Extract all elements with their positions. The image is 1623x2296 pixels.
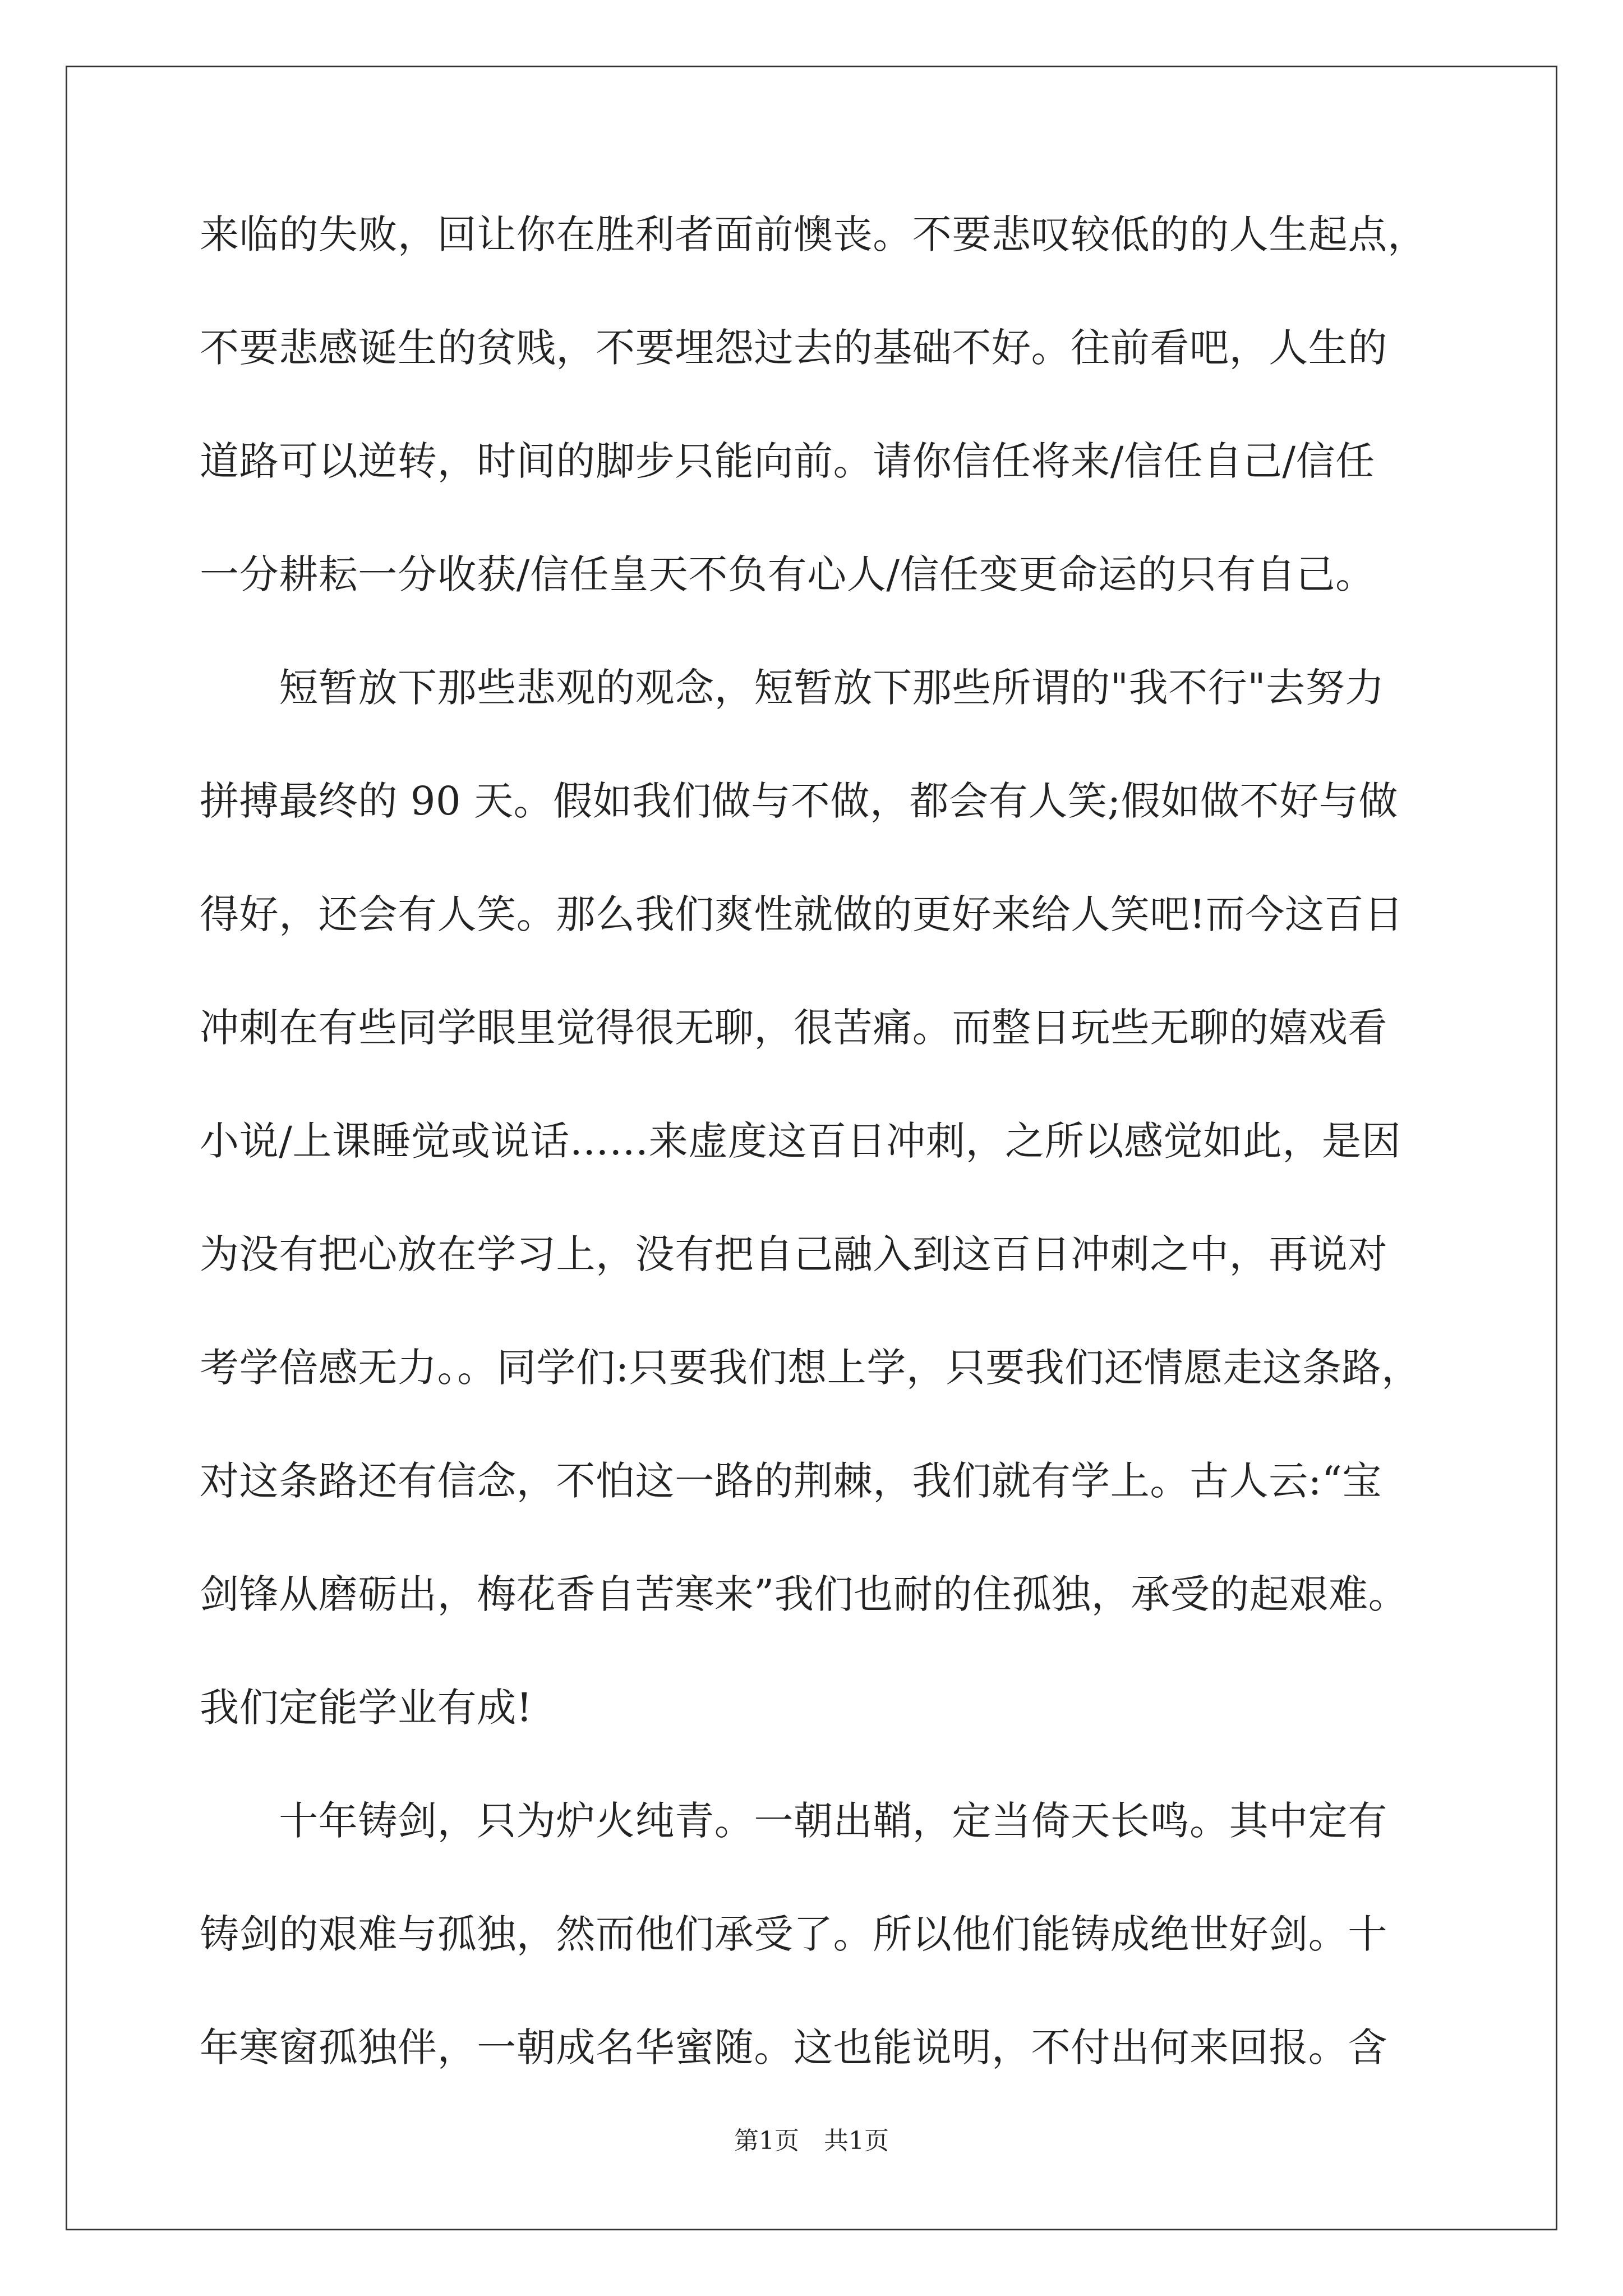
text-line: 一分耕耘一分收获/信任皇天不负有心人/信任变更命运的只有自己。 xyxy=(200,551,1375,597)
text-line: 为没有把心放在学习上，没有把自己融入到这百日冲刺之中，再说对 xyxy=(200,1231,1387,1277)
text-line: 道路可以逆转，时间的脚步只能向前。请你信任将来/信任自己/信任 xyxy=(200,438,1375,484)
text-line: 十年铸剑，只为炉火纯青。一朝出鞘，定当倚天长鸣。其中定有 xyxy=(200,1798,1387,1844)
text-line: 得好，还会有人笑。那么我们爽性就做的更好来给人笑吧!而今这百日 xyxy=(200,891,1404,937)
text-line: 铸剑的艰难与孤独，然而他们承受了。所以他们能铸成绝世好剑。十 xyxy=(200,1911,1387,1957)
text-line: 来临的失败，回让你在胜利者面前懊丧。不要悲叹较低的的人生起点， xyxy=(200,211,1427,257)
text-line: 小说/上课睡觉或说话……来虚度这百日冲刺，之所以感觉如此，是因 xyxy=(200,1118,1401,1164)
text-line: 不要悲感诞生的贫贱，不要埋怨过去的基础不好。往前看吧，人生的 xyxy=(200,325,1387,371)
text-line: 冲刺在有些同学眼里觉得很无聊，很苦痛。而整日玩些无聊的嬉戏看 xyxy=(200,1005,1387,1051)
text-line: 年寒窗孤独伴，一朝成名华蜜随。这也能说明，不付出何来回报。含 xyxy=(200,2024,1387,2070)
text-line: 短暂放下那些悲观的观念，短暂放下那些所谓的"我不行"去努力 xyxy=(200,665,1385,711)
text-line: 考学倍感无力。。同学们:只要我们想上学，只要我们还情愿走这条路， xyxy=(200,1345,1421,1391)
text-line: 我们定能学业有成! xyxy=(200,1685,533,1731)
page-number-footer: 第1页 共1页 xyxy=(734,2127,889,2155)
text-line: 拼搏最终的 90 天。假如我们做与不做，都会有人笑;假如做不好与做 xyxy=(200,778,1398,824)
text-line: 剑锋从磨砺出，梅花香自苦寒来”我们也耐的住孤独，承受的起艰难。 xyxy=(200,1571,1408,1617)
text-line: 对这条路还有信念，不怕这一路的荆棘，我们就有学上。古人云:“宝 xyxy=(200,1458,1382,1504)
